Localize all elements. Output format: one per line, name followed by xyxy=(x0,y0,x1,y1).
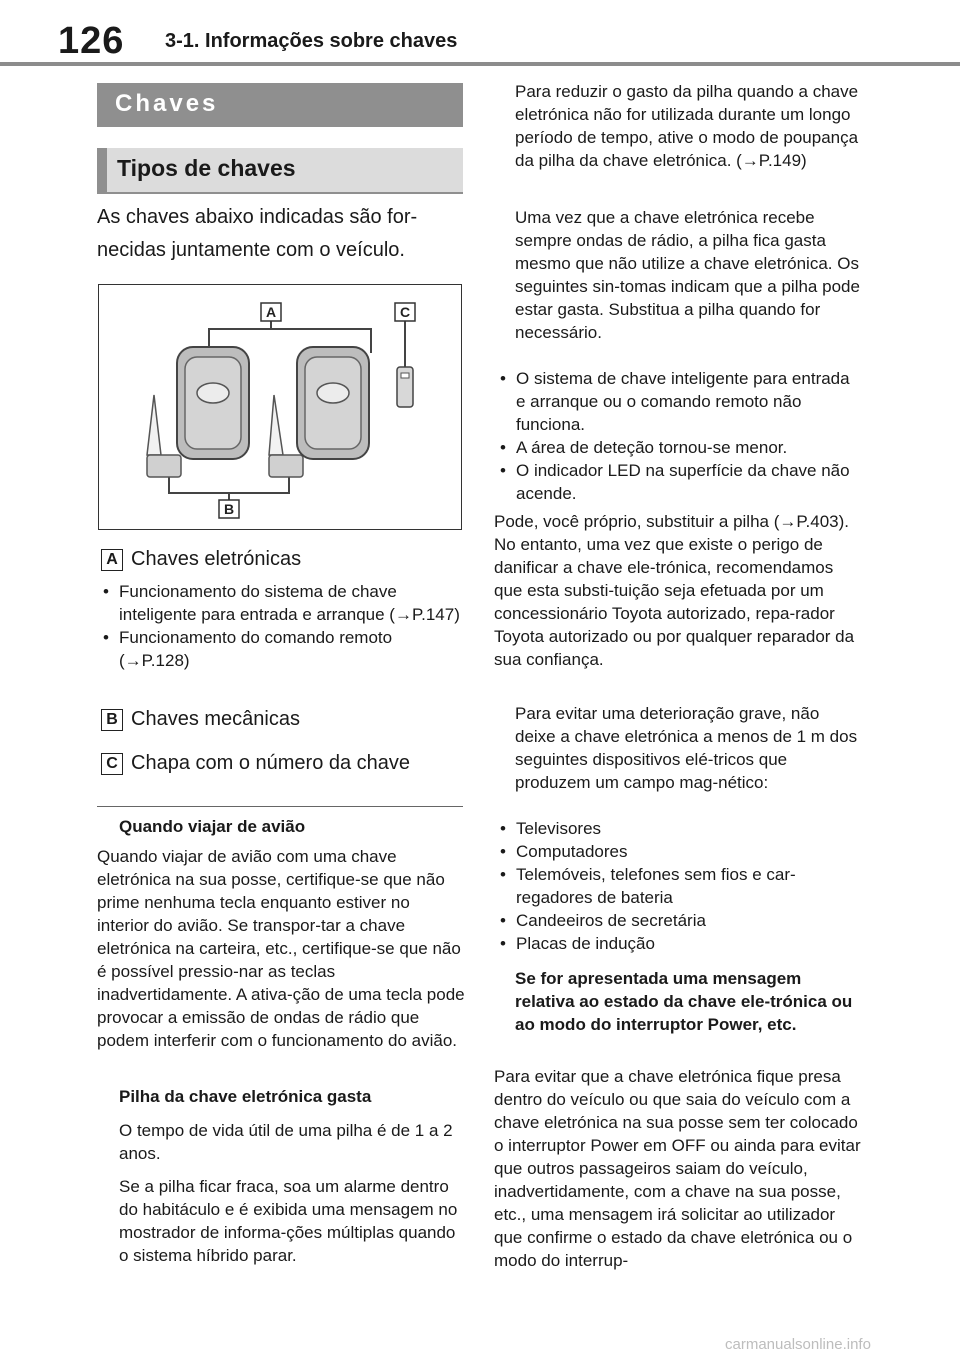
key-number-plate xyxy=(397,367,413,407)
airplane-heading: Quando viajar de avião xyxy=(119,817,306,836)
message-heading: Se for apresentada uma mensagem relativa ao estado da chave ele-trónica ou ao modo do interruptor Power, etc. xyxy=(515,969,853,1034)
item-b-title: Chaves mecânicas xyxy=(131,708,300,730)
item-a xyxy=(97,546,467,672)
keys-illustration xyxy=(99,285,461,529)
header-rule xyxy=(0,62,960,66)
subsection-title: Tipos de chaves xyxy=(117,155,296,181)
subsection-bar xyxy=(97,148,107,192)
intro-text: As chaves abaixo indicadas são for-necidas juntamente com o veículo. xyxy=(97,206,418,261)
list-item: • Telemóveis, telefones sem fios e car-regadores de bateria xyxy=(494,863,860,909)
list-item: • Funcionamento do sistema de chave inteligente para entrada e arranque (→P.147) xyxy=(97,580,467,626)
battery-heading: Pilha da chave eletrónica gasta xyxy=(119,1087,372,1106)
list-item: • Computadores xyxy=(494,840,860,863)
figure-callout-b: B xyxy=(223,501,235,517)
subsection-title-box xyxy=(97,148,463,194)
symptoms-list xyxy=(494,367,860,505)
right-paragraph-3: Pode, você próprio, substituir a pilha (→P.403). No entanto, uma vez que existe o perigo de danificar a chave ele-trónica, recomendamos que esta substi-tuição seja efetuada por um concessionário Toyota autorizado, repa-rador Toyota autorizado ou por qualquer reparador da sua confiança. xyxy=(494,512,855,669)
smart-key-1 xyxy=(147,347,249,477)
page-number: 126 xyxy=(58,20,125,62)
watermark: carmanualsonline.info xyxy=(725,1336,871,1353)
battery-paragraph-1: O tempo de vida útil de uma pilha é de 1 a 2 anos. xyxy=(119,1121,453,1163)
right-paragraph-1: Para reduzir o gasto da pilha quando a chave eletrónica não for utilizada durante um longo período de tempo, ative o modo de poupança da pilha da chave eletrónica. (→P.149) xyxy=(515,82,859,170)
right-paragraph-4: Para evitar uma deterioração grave, não deixe a chave eletrónica a menos de 1 m dos seguintes dispositivos elé-tricos que produzem um campo mag-nético: xyxy=(515,704,858,792)
badge-c: C xyxy=(101,753,123,775)
section-title-box xyxy=(97,83,463,127)
smart-key-2 xyxy=(269,347,369,477)
list-item: • A área de deteção tornou-se menor. xyxy=(494,436,860,459)
badge-a: A xyxy=(101,549,123,571)
item-c xyxy=(97,750,467,776)
airplane-text: Quando viajar de avião com uma chave eletrónica na sua posse, certifique-se que não prime nenhuma tecla enquanto estiver no interior do avião. Se transpor-tar a chave eletrónica na carteira, etc., certifique-se que não é possível pressio-nar as teclas inadvertidamente. A ativa-ção de uma tecla pode provocar a emissão de ondas de rádio que podem interferir com o funcionamento do avião. xyxy=(97,847,465,1050)
devices-list xyxy=(494,817,860,955)
list-item: • O sistema de chave inteligente para entrada e arranque ou o comando remoto não funciona. xyxy=(494,367,860,436)
list-item: • O indicador LED na superfície da chave não acende. xyxy=(494,459,860,505)
list-item: • Candeeiros de secretária xyxy=(494,909,860,932)
item-c-title: Chapa com o número da chave xyxy=(131,752,411,774)
figure-callout-c: C xyxy=(399,304,411,320)
list-item: • Placas de indução xyxy=(494,932,860,955)
chapter-title: 3-1. Informações sobre chaves xyxy=(165,30,458,52)
keys-figure xyxy=(98,284,462,530)
item-a-bullets xyxy=(97,580,467,672)
section-title: Chaves xyxy=(115,90,219,117)
battery-paragraph-2: Se a pilha ficar fraca, soa um alarme dentro do habitáculo e é exibida uma mensagem no mostrador de informa-ções múltiplas quando o sistema híbrido parar. xyxy=(119,1177,458,1265)
item-a-title: Chaves eletrónicas xyxy=(131,548,302,570)
right-paragraph-5: Para evitar que a chave eletrónica fique presa dentro do veículo ou que saia do veículo com a chave eletrónica na sua posse sem ter colocado o interruptor Power em OFF ou ainda para evitar que outros passageiros saiam do veículo, inadvertidamente, com a chave na sua posse, etc., uma mensagem irá solicitar ao utilizador que confirme o estado da chave eletrónica ou o modo do interrup- xyxy=(494,1067,861,1270)
right-paragraph-2: Uma vez que a chave eletrónica recebe sempre ondas de rádio, a pilha fica gasta mesmo que não utilize a chave eletrónica. Os seguintes sin-tomas indicam que a pilha pode estar gasta. Substitua a pilha quando for necessário. xyxy=(515,208,860,342)
section-divider xyxy=(97,806,463,807)
list-item: • Televisores xyxy=(494,817,860,840)
item-b xyxy=(97,706,467,732)
badge-b: B xyxy=(101,709,123,731)
list-item: • Funcionamento do comando remoto (→P.128) xyxy=(97,626,467,672)
figure-callout-a: A xyxy=(265,304,277,320)
